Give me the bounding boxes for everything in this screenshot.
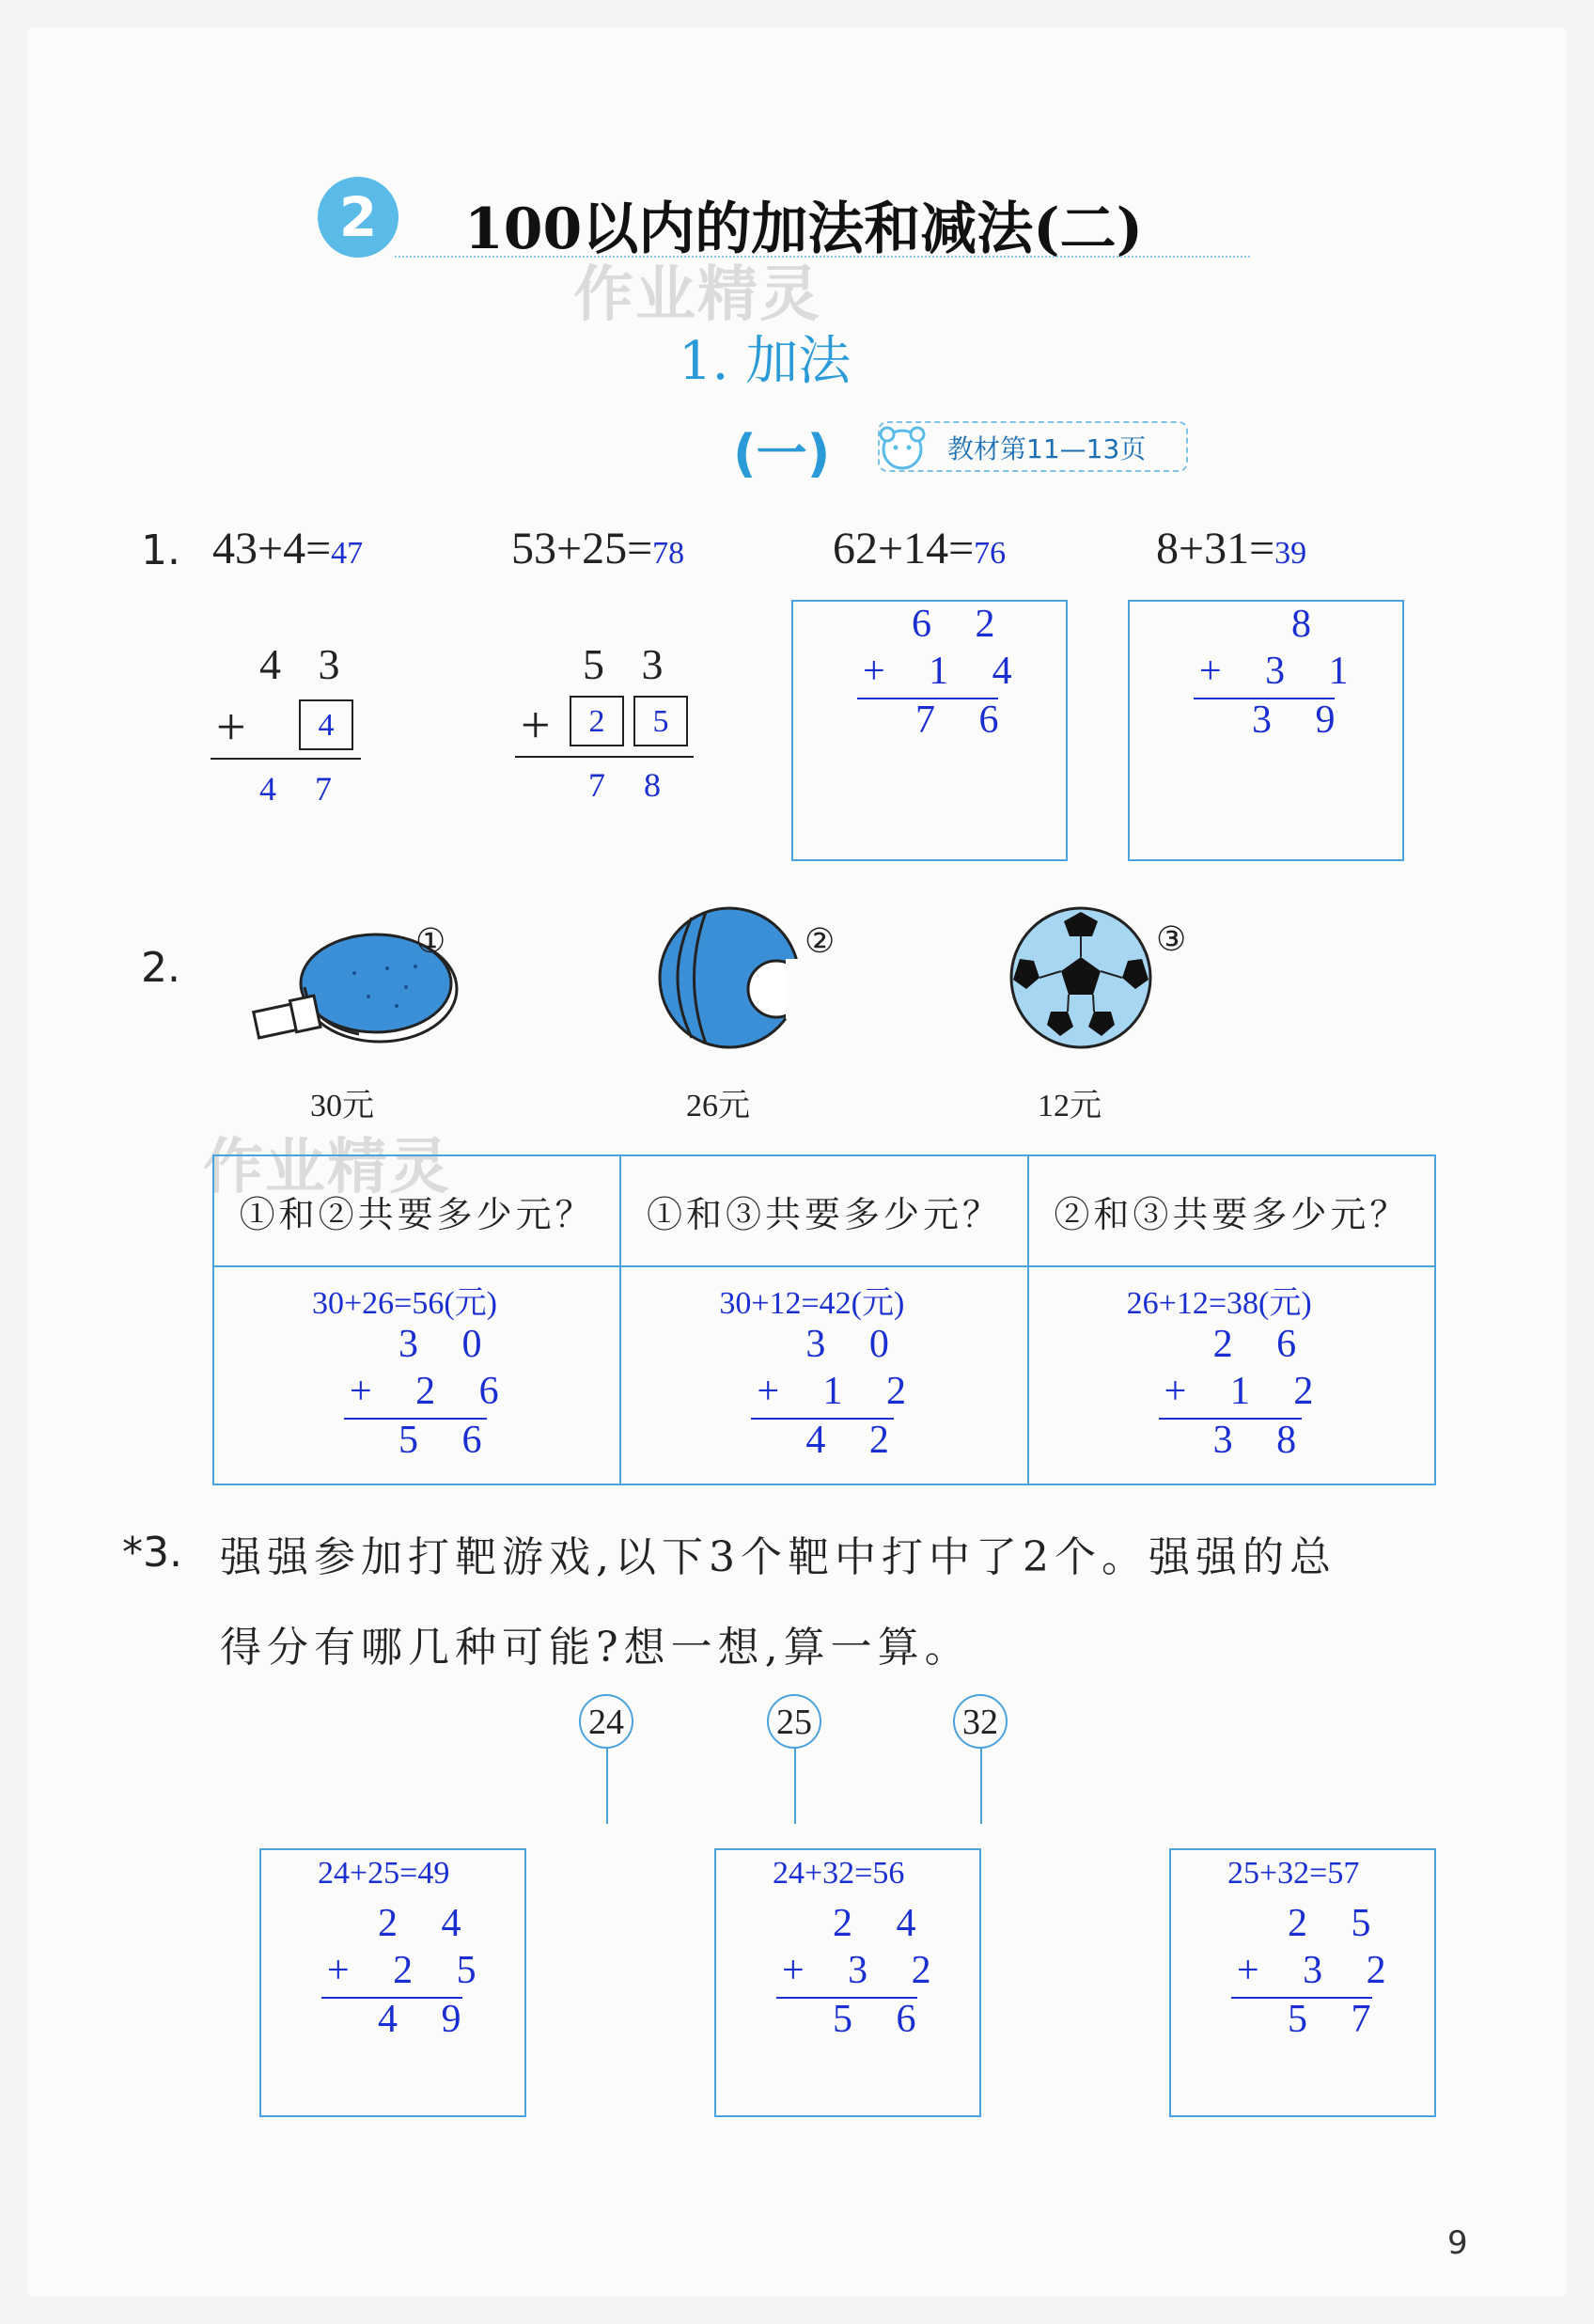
v2-top: 5 3 (583, 640, 677, 688)
eq-answer: 39 (1274, 536, 1307, 571)
table-answer-cell (1028, 1266, 1435, 1484)
bear-icon (874, 419, 930, 479)
unit-number: 2 (338, 185, 378, 249)
v2-box-b: 5 (633, 696, 688, 746)
q2-answer-table (212, 1154, 1436, 1485)
answer-result: 5 6 (398, 1419, 499, 1462)
target-stick-2 (794, 1749, 796, 1824)
ball-icon (654, 903, 805, 1057)
q3-answer-box-1 (259, 1848, 526, 2117)
item-price-2: 26元 (686, 1089, 750, 1123)
answer-result: 5 7 (1288, 1998, 1388, 2041)
q1-eq-2 (511, 523, 684, 574)
soccer-ball-icon (1006, 903, 1156, 1057)
q1-eq-4 (1156, 523, 1306, 574)
q3-text-line1: 强强参加打靶游戏,以下3个靶中打中了2个。强强的总 (220, 1533, 1336, 1581)
answer-result: 5 6 (833, 1998, 933, 2041)
q3-answer-box-3 (1169, 1848, 1436, 2117)
target-24: 24 (579, 1694, 633, 1749)
v4-result: 3 9 (1252, 699, 1352, 742)
item-price-1: 30元 (310, 1089, 374, 1123)
item-marker-2: ② (805, 922, 836, 960)
v1-result: 4 7 (259, 770, 347, 808)
answer-top: 2 5 (1288, 1902, 1388, 1945)
answer-top: 2 4 (833, 1902, 933, 1945)
v4-top: 8 (1291, 603, 1328, 646)
answer-mid: + 3 2 (782, 1949, 948, 1992)
v2-box-a: 2 (570, 696, 624, 746)
eq-expr: 43+4= (212, 524, 332, 573)
watermark-2: 作业精灵 (203, 1133, 451, 1202)
target-25: 25 (767, 1694, 821, 1749)
eq-answer: 78 (652, 536, 685, 571)
target-32: 32 (953, 1694, 1008, 1749)
target-stick-1 (606, 1749, 608, 1824)
answer-top: 3 0 (805, 1323, 906, 1366)
answer-eq: 24+32=56 (773, 1856, 905, 1891)
q3-answer-box-2 (714, 1848, 981, 2117)
table-header-cell: ①和③共要多少元？ (620, 1155, 1027, 1266)
v4-mid: + 3 1 (1199, 650, 1366, 693)
v2-line (515, 756, 694, 758)
eq-expr: 53+25= (511, 524, 653, 573)
item-marker-3: ③ (1156, 920, 1187, 958)
title-underline (395, 256, 1250, 258)
q3-text-line2: 得分有哪几种可能?想一想,算一算。 (220, 1624, 972, 1672)
answer-top: 2 4 (378, 1902, 478, 1945)
q1-number: 1. (141, 526, 180, 574)
eq-expr: 8+31= (1156, 524, 1275, 573)
v3-mid: + 1 4 (863, 650, 1029, 693)
answer-result: 4 9 (378, 1998, 478, 2041)
item-price-3: 12元 (1038, 1089, 1102, 1123)
answer-eq: 30+12=42(元) (719, 1286, 905, 1321)
answer-mid: + 2 5 (327, 1949, 493, 1992)
v3-top: 6 2 (912, 603, 1012, 646)
unit-title: 100以内的加法和减法(二) (464, 196, 1144, 262)
table-header-cell: ①和②共要多少元？ (213, 1155, 620, 1266)
v1-top: 4 3 (259, 640, 353, 688)
q1-eq-3 (833, 523, 1006, 574)
answer-top: 3 0 (398, 1323, 499, 1366)
table-header-cell: ②和③共要多少元？ (1028, 1155, 1435, 1266)
answer-result: 4 2 (805, 1419, 906, 1462)
q1-eq-1 (212, 523, 363, 574)
v3-result: 7 6 (915, 699, 1016, 742)
answer-top: 2 6 (1212, 1323, 1314, 1366)
answer-eq: 26+12=38(元) (1126, 1286, 1312, 1321)
v2-result: 7 8 (588, 766, 676, 804)
table-header-row (213, 1155, 1435, 1266)
answer-eq: 24+25=49 (318, 1856, 450, 1891)
answer-mid: + 1 2 (1164, 1370, 1331, 1413)
answer-mid: + 1 2 (757, 1370, 924, 1413)
q3-number: *3. (122, 1529, 182, 1577)
watermark: 作业精灵 (573, 260, 821, 330)
v1-box: 4 (299, 699, 353, 750)
table-answer-cell (213, 1266, 620, 1484)
eq-answer: 76 (974, 536, 1007, 571)
table-answer-cell (620, 1266, 1027, 1484)
eq-expr: 62+14= (833, 524, 975, 573)
item-marker-1: ① (415, 922, 446, 960)
target-stick-3 (980, 1749, 982, 1824)
subsection-title: (一) (733, 424, 831, 483)
v1-plus: + (216, 699, 246, 757)
v1-line (211, 758, 361, 760)
textbook-ref: 教材第11—13页 (947, 433, 1147, 464)
eq-answer: 47 (331, 536, 364, 571)
q2-number: 2. (141, 944, 180, 992)
answer-eq: 25+32=57 (1227, 1856, 1360, 1891)
answer-mid: + 2 6 (350, 1370, 516, 1413)
table-answer-row (213, 1266, 1435, 1484)
section-title: 1. 加法 (679, 331, 852, 392)
answer-result: 3 8 (1212, 1419, 1314, 1462)
answer-mid: + 3 2 (1237, 1949, 1403, 1992)
answer-eq: 30+26=56(元) (312, 1286, 497, 1321)
page-number: 9 (1447, 2224, 1468, 2262)
v2-plus: + (521, 697, 551, 755)
